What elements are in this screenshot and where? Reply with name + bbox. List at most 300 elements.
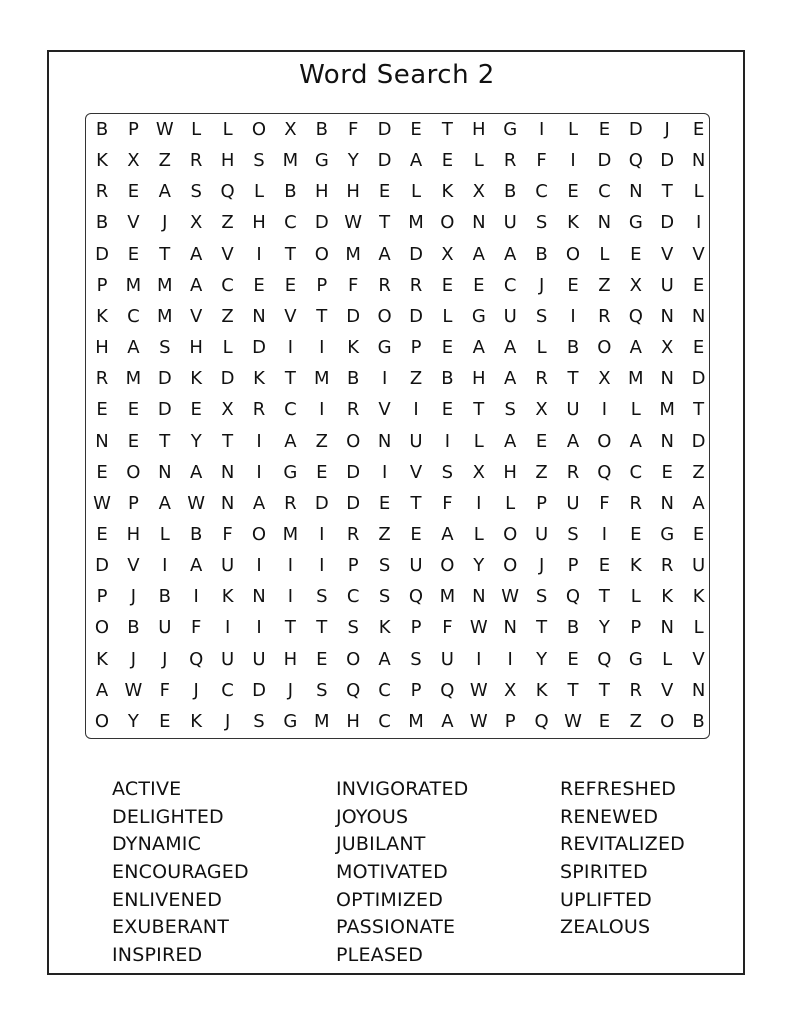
grid-letter: E <box>190 399 202 421</box>
grid-letter: D <box>628 119 643 140</box>
grid-letter: N <box>377 430 392 452</box>
grid-letter: A <box>504 368 517 390</box>
grid-letter: I <box>287 586 294 608</box>
grid-letter: Y <box>598 617 610 639</box>
grid-letter: M <box>314 710 330 732</box>
grid-letter: D <box>157 399 172 421</box>
grid-letter: G <box>660 523 675 545</box>
grid-letter: W <box>564 710 582 732</box>
grid-letter: O <box>346 430 361 452</box>
grid-letter: V <box>692 243 705 265</box>
grid-letter: S <box>567 523 579 545</box>
grid-letter: J <box>162 648 168 670</box>
grid-letter: H <box>472 119 486 140</box>
grid-letter: I <box>570 305 576 327</box>
grid-letter: O <box>565 243 581 265</box>
grid-letter: R <box>189 150 203 172</box>
grid-letter: M <box>125 274 142 296</box>
grid-letter: T <box>598 679 610 701</box>
grid-letter: O <box>94 710 110 732</box>
grid-letter: F <box>191 617 202 639</box>
grid-letter: A <box>190 555 203 577</box>
grid-letter: V <box>378 399 391 421</box>
grid-letter: I <box>224 617 231 639</box>
grid-letter: T <box>222 430 234 452</box>
grid-letter: Q <box>534 710 549 732</box>
grid-letter: N <box>503 617 517 639</box>
grid-letter: I <box>381 368 388 390</box>
grid-letter: I <box>256 243 262 265</box>
grid-letter: Z <box>221 305 234 327</box>
grid-letter: B <box>95 212 109 234</box>
grid-letter: Y <box>127 710 139 732</box>
grid-letter: U <box>440 648 454 670</box>
grid-letter: Q <box>597 648 612 670</box>
grid-letter: P <box>127 119 139 140</box>
grid-letter: E <box>692 119 705 140</box>
word-item: JUBILANT <box>336 833 426 856</box>
grid-letter: E <box>127 243 140 265</box>
grid-letter: I <box>601 523 608 545</box>
grid-letter: X <box>284 119 297 140</box>
grid-letter: A <box>566 430 580 452</box>
grid-letter: E <box>284 274 297 296</box>
grid-letter: J <box>162 212 168 234</box>
grid-letter: H <box>95 337 109 359</box>
grid-letter: I <box>507 648 513 670</box>
grid-letter: I <box>256 617 262 639</box>
grid-letter: I <box>319 337 325 359</box>
grid-letter: E <box>598 119 611 140</box>
grid-letter: U <box>692 555 706 577</box>
grid-letter: P <box>127 492 139 514</box>
grid-letter: R <box>252 399 266 421</box>
grid-letter: E <box>441 150 454 172</box>
grid-letter: L <box>442 305 453 327</box>
grid-letter: G <box>283 461 298 483</box>
grid-letter: V <box>127 212 140 234</box>
grid-letter: A <box>629 430 642 452</box>
grid-letter: I <box>319 555 325 577</box>
grid-letter: C <box>284 399 297 421</box>
grid-letter: R <box>629 679 643 701</box>
grid-letter: K <box>629 555 642 577</box>
grid-letter: E <box>96 461 108 483</box>
grid-letter: M <box>157 305 173 327</box>
grid-letter: A <box>504 430 517 452</box>
grid-letter: C <box>346 586 360 608</box>
grid-letter: G <box>503 119 518 140</box>
grid-letter: Q <box>628 305 643 327</box>
grid-letter: Q <box>628 150 643 172</box>
grid-letter: I <box>476 648 482 670</box>
grid-letter: H <box>283 648 298 670</box>
grid-letter: W <box>469 617 488 639</box>
grid-letter: A <box>158 181 171 203</box>
grid-letter: A <box>378 648 391 670</box>
grid-letter: E <box>410 523 422 545</box>
grid-letter: S <box>378 586 391 608</box>
grid-letter: V <box>661 243 674 265</box>
grid-letter: M <box>439 586 456 608</box>
grid-letter: B <box>284 181 297 203</box>
grid-letter: I <box>193 586 199 608</box>
grid-letter: Z <box>221 212 234 234</box>
grid-letter: X <box>472 181 485 203</box>
grid-letter: A <box>158 492 171 514</box>
grid-letter: K <box>692 586 705 608</box>
grid-letter: Y <box>190 430 202 452</box>
grid-letter: J <box>287 679 294 701</box>
grid-letter: W <box>187 492 206 514</box>
grid-letter: U <box>252 648 266 670</box>
grid-letter: K <box>661 586 674 608</box>
grid-letter: E <box>692 523 705 545</box>
grid-letter: V <box>409 461 423 483</box>
grid-letter: R <box>378 274 391 296</box>
grid-letter: L <box>410 181 422 203</box>
grid-letter: B <box>535 243 548 265</box>
grid-letter: E <box>441 337 454 359</box>
word-item: OPTIMIZED <box>336 888 444 911</box>
grid-letter: N <box>95 430 109 452</box>
grid-letter: W <box>124 679 143 701</box>
grid-letter: K <box>221 586 234 608</box>
grid-letter: F <box>222 523 233 545</box>
grid-letter: L <box>505 492 516 514</box>
grid-letter: D <box>377 150 392 172</box>
grid-letter: A <box>504 337 517 359</box>
grid-letter: B <box>566 337 580 359</box>
grid-letter: C <box>221 274 234 296</box>
grid-letter: I <box>162 555 168 577</box>
grid-letter: E <box>96 399 108 421</box>
grid-letter: E <box>378 181 391 203</box>
grid-letter: S <box>378 555 391 577</box>
grid-letter: T <box>598 586 610 608</box>
grid-letter: E <box>316 461 328 483</box>
grid-letter: I <box>601 399 608 421</box>
word-item: ENCOURAGED <box>112 861 249 884</box>
grid-letter: M <box>157 274 173 296</box>
grid-letter: T <box>284 368 296 390</box>
grid-letter: T <box>410 492 422 514</box>
grid-letter: M <box>628 368 644 390</box>
grid-letter: P <box>410 679 422 701</box>
grid-letter: U <box>221 555 235 577</box>
grid-letter: A <box>409 150 423 172</box>
grid-letter: X <box>441 243 454 265</box>
grid-letter: N <box>660 430 674 452</box>
grid-letter: U <box>409 430 423 452</box>
grid-letter: T <box>316 305 328 327</box>
grid-letter: I <box>287 555 294 577</box>
grid-letter: T <box>536 617 548 639</box>
grid-letter: O <box>251 119 267 140</box>
grid-letter: E <box>567 181 579 203</box>
grid-letter: D <box>409 243 423 265</box>
grid-letter: N <box>252 305 266 327</box>
grid-letter: O <box>503 555 518 577</box>
word-item: DELIGHTED <box>112 805 224 828</box>
word-item: DYNAMIC <box>112 833 202 856</box>
grid-letter: L <box>473 150 484 172</box>
grid-letter: L <box>473 523 484 545</box>
grid-letter: K <box>96 648 108 670</box>
grid-letter: C <box>503 274 517 296</box>
grid-letter: P <box>567 555 579 577</box>
grid-letter: C <box>535 181 548 203</box>
grid-letter: E <box>378 492 391 514</box>
grid-letter: G <box>471 305 486 327</box>
grid-letter: R <box>284 492 297 514</box>
grid-letter: E <box>661 461 673 483</box>
grid-letter: S <box>504 399 516 421</box>
grid-letter: N <box>660 368 674 390</box>
grid-letter: P <box>504 710 516 732</box>
grid-letter: H <box>503 461 517 483</box>
grid-letter: L <box>253 181 265 203</box>
grid-letter: D <box>252 337 266 359</box>
grid-letter: R <box>95 368 109 390</box>
grid-letter: W <box>501 586 520 608</box>
grid-letter: B <box>158 586 171 608</box>
grid-letter: H <box>472 368 486 390</box>
grid-letter: M <box>345 243 361 265</box>
grid-letter: S <box>190 181 202 203</box>
grid-letter: K <box>567 212 579 234</box>
grid-letter: H <box>252 212 266 234</box>
grid-letter: M <box>659 399 675 421</box>
grid-letter: F <box>442 617 453 639</box>
grid-letter: R <box>346 399 360 421</box>
grid-letter: X <box>472 461 485 483</box>
grid-letter: X <box>221 399 234 421</box>
grid-letter: O <box>440 212 455 234</box>
grid-letter: R <box>346 523 360 545</box>
grid-letter: R <box>598 305 611 327</box>
page-title: Word Search 2 <box>299 60 495 90</box>
grid-letter: O <box>597 430 612 452</box>
grid-letter: O <box>126 461 141 483</box>
grid-letter: P <box>410 337 422 359</box>
grid-letter: F <box>599 492 610 514</box>
grid-letter: D <box>346 461 361 483</box>
grid-letter: D <box>314 212 329 234</box>
grid-letter: I <box>256 461 262 483</box>
grid-letter: W <box>155 119 174 140</box>
grid-letter: K <box>535 679 548 701</box>
grid-letter: E <box>96 523 108 545</box>
grid-letter: U <box>566 399 580 421</box>
grid-letter: A <box>190 461 203 483</box>
grid-letter: N <box>472 212 486 234</box>
grid-letter: T <box>567 679 579 701</box>
grid-letter: L <box>630 399 641 421</box>
grid-letter: E <box>567 648 579 670</box>
grid-letter: T <box>693 399 705 421</box>
grid-letter: A <box>629 337 642 359</box>
word-item: PLEASED <box>336 944 424 967</box>
grid-letter: J <box>130 586 137 608</box>
grid-letter: H <box>126 523 141 545</box>
grid-letter: K <box>96 150 108 172</box>
grid-letter: H <box>346 181 360 203</box>
word-item: JOYOUS <box>336 805 409 828</box>
grid-letter: K <box>190 710 203 732</box>
grid-letter: B <box>127 617 140 639</box>
grid-letter: B <box>190 523 203 545</box>
grid-letter: A <box>127 337 140 359</box>
grid-letter: Y <box>536 648 548 670</box>
grid-letter: B <box>566 617 580 639</box>
grid-letter: T <box>379 212 391 234</box>
grid-letter: S <box>253 150 265 172</box>
grid-letter: L <box>473 430 484 452</box>
grid-letter: T <box>441 119 453 140</box>
grid-letter: M <box>282 523 299 545</box>
grid-letter: E <box>473 274 485 296</box>
grid-letter: J <box>193 679 199 701</box>
grid-letter: H <box>315 181 329 203</box>
grid-letter: B <box>692 710 705 732</box>
grid-letter: T <box>159 243 171 265</box>
grid-letter: S <box>253 710 265 732</box>
grid-letter: A <box>472 243 485 265</box>
grid-letter: J <box>130 648 137 670</box>
grid-letter: E <box>127 181 140 203</box>
grid-letter: N <box>629 181 643 203</box>
grid-letter: M <box>408 212 424 234</box>
grid-letter: T <box>284 617 296 639</box>
grid-letter: Z <box>378 523 391 545</box>
grid-letter: O <box>314 243 329 265</box>
grid-letter: X <box>127 150 140 172</box>
grid-letter: P <box>536 492 548 514</box>
grid-letter: P <box>410 617 422 639</box>
grid-letter: E <box>692 337 705 359</box>
grid-letter: M <box>282 150 299 172</box>
grid-letter: E <box>410 119 422 140</box>
grid-letter: N <box>220 492 235 514</box>
grid-letter: W <box>344 212 363 234</box>
grid-letter: L <box>693 617 704 639</box>
grid-letter: W <box>469 679 488 701</box>
grid-letter: S <box>316 586 328 608</box>
grid-letter: S <box>316 679 328 701</box>
grid-letter: B <box>441 368 454 390</box>
grid-letter: I <box>695 212 702 234</box>
word-item: MOTIVATED <box>336 861 448 884</box>
grid-letter: Z <box>629 710 642 732</box>
grid-letter: O <box>597 337 612 359</box>
grid-letter: J <box>664 119 670 140</box>
grid-letter: Z <box>158 150 171 172</box>
grid-letter: R <box>566 461 580 483</box>
grid-letter: N <box>472 586 486 608</box>
grid-letter: L <box>159 523 170 545</box>
grid-letter: N <box>660 492 674 514</box>
grid-letter: P <box>347 555 359 577</box>
grid-letter: L <box>630 586 641 608</box>
grid-letter: V <box>190 305 203 327</box>
grid-letter: S <box>347 617 359 639</box>
grid-letter: N <box>660 305 674 327</box>
grid-letter: Q <box>408 586 424 608</box>
grid-letter: P <box>316 274 328 296</box>
grid-letter: M <box>408 710 424 732</box>
grid-letter: E <box>441 399 454 421</box>
grid-letter: E <box>159 710 171 732</box>
grid-letter: A <box>378 243 391 265</box>
grid-letter: R <box>409 274 423 296</box>
grid-letter: B <box>315 119 328 140</box>
grid-letter: V <box>127 555 140 577</box>
grid-letter: I <box>444 430 451 452</box>
grid-letter: H <box>189 337 203 359</box>
word-item: ZEALOUS <box>560 916 651 939</box>
grid-letter: L <box>222 337 233 359</box>
grid-letter: X <box>598 368 611 390</box>
grid-letter: A <box>441 523 454 545</box>
grid-letter: I <box>319 399 325 421</box>
grid-letter: C <box>629 461 643 483</box>
grid-letter: H <box>346 710 360 732</box>
grid-letter: U <box>503 305 517 327</box>
grid-letter: F <box>159 679 170 701</box>
grid-letter: I <box>256 430 262 452</box>
grid-letter: I <box>476 492 482 514</box>
grid-letter: P <box>630 617 642 639</box>
grid-letter: D <box>346 305 361 327</box>
grid-letter: E <box>127 430 140 452</box>
word-column <box>336 776 469 970</box>
grid-letter: E <box>567 274 579 296</box>
word-item: REFRESHED <box>560 778 677 800</box>
grid-letter: I <box>287 337 294 359</box>
grid-letter: J <box>538 274 545 296</box>
grid-letter: Q <box>565 586 581 608</box>
grid-letter: H <box>220 150 235 172</box>
grid-letter: S <box>159 337 171 359</box>
grid-letter: E <box>535 430 548 452</box>
grid-letter: F <box>348 119 359 140</box>
grid-letter: U <box>503 212 517 234</box>
grid-letter: R <box>503 150 517 172</box>
grid-letter: N <box>252 586 266 608</box>
grid-letter: L <box>693 181 704 203</box>
grid-letter: V <box>692 648 705 670</box>
grid-letter: K <box>347 337 360 359</box>
grid-letter: Y <box>347 150 359 172</box>
grid-letter: F <box>348 274 359 296</box>
grid-letter: I <box>570 150 576 172</box>
grid-letter: X <box>535 399 548 421</box>
word-item: PASSIONATE <box>336 916 456 939</box>
grid-letter: Q <box>346 679 361 701</box>
grid-letter: N <box>597 212 612 234</box>
grid-letter: X <box>629 274 642 296</box>
grid-letter: L <box>222 119 233 140</box>
grid-letter: C <box>221 679 234 701</box>
grid-letter: L <box>662 648 673 670</box>
grid-letter: C <box>378 679 391 701</box>
grid-letter: Q <box>189 648 204 670</box>
grid-letter: U <box>221 648 235 670</box>
grid-letter: K <box>378 617 391 639</box>
grid-letter: D <box>95 555 109 577</box>
grid-letter: N <box>158 461 172 483</box>
